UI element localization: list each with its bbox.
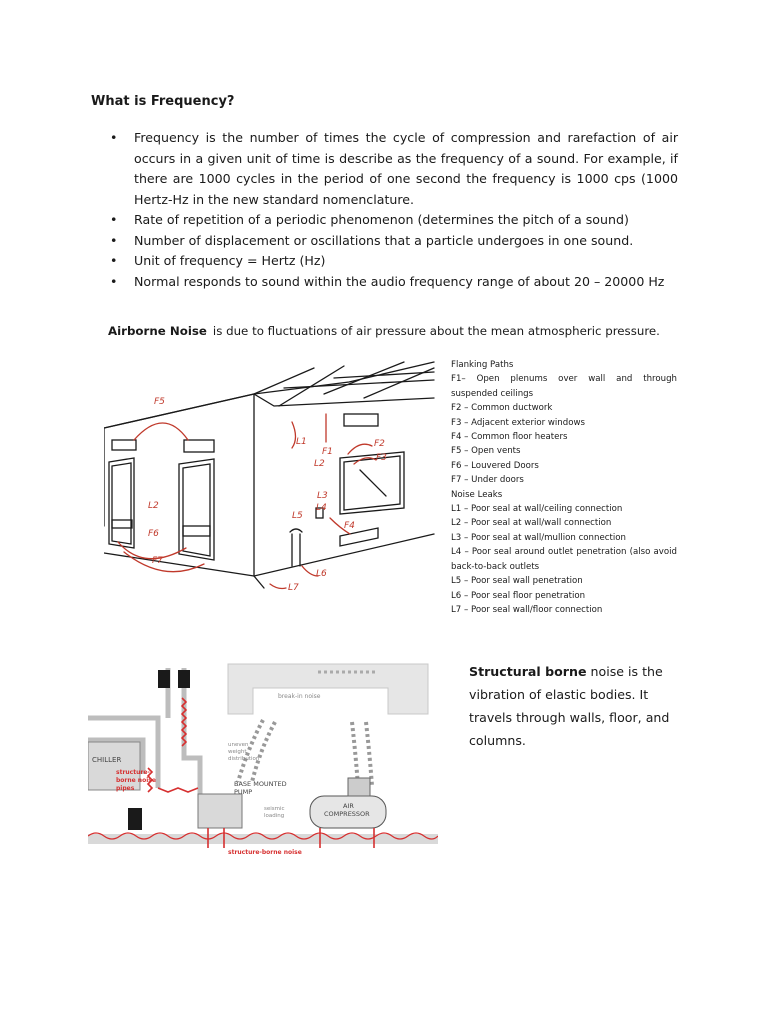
diagram-label-l1: L1 (296, 437, 307, 447)
bullet-item: • Unit of frequency = Hertz (Hz) (108, 251, 678, 272)
noise-leak-item: L4 – Poor seal around outlet penetration (also avoid back-to-back outlets (451, 547, 677, 572)
flanking-paths-diagram (104, 358, 444, 598)
diagram-label-l5: L5 (292, 511, 303, 521)
compressor-label: COMPRESSOR (324, 810, 370, 818)
flanking-item: F3 – Adjacent exterior windows (451, 417, 585, 428)
frequency-bullet-list (108, 128, 678, 292)
structure-borne-label-2: borne noise (116, 777, 156, 784)
diagram-label-l8: L2 (148, 501, 159, 511)
diagram-label-l7: L7 (288, 583, 299, 593)
structure-borne-label-1: structure- (116, 769, 150, 776)
diagram-label-l3: L3 (317, 491, 328, 501)
seismic-label: seismic (264, 806, 285, 812)
break-in-noise-label: break-in noise (278, 693, 321, 700)
page-heading: What is Frequency? (91, 94, 235, 109)
flanking-paths-title: Flanking Paths (451, 360, 514, 370)
flanking-item: F2 – Common ductwork (451, 403, 553, 414)
airborne-noise-text: is due to fluctuations of air pressure about the mean atmospheric pressure. (212, 324, 660, 338)
distribution-label: distribution (228, 756, 260, 762)
noise-leak-item: L3 – Poor seal at wall/mullion connection (451, 532, 626, 543)
base-mounted-label: BASE MOUNTED (234, 780, 287, 788)
diagram-label-f4: F4 (344, 521, 355, 531)
bullet-item: • Number of displacement or oscillations that a particle undergoes in one sound. (108, 231, 678, 252)
flanking-item: F5 – Open vents (451, 446, 521, 457)
structural-borne-term: Structural borne (469, 664, 587, 679)
structural-borne-paragraph (469, 660, 684, 752)
diagram-label-f5: F5 (154, 397, 165, 407)
flanking-item: F7 – Under doors (451, 475, 524, 486)
structure-borne-noise-diagram (88, 658, 438, 858)
noise-leak-item: L1 – Poor seal at wall/ceiling connection (451, 504, 623, 515)
noise-leak-item: L2 – Poor seal at wall/wall connection (451, 518, 612, 529)
noise-leaks-title: Noise Leaks (451, 489, 503, 500)
structural-borne-text: noise is the vibration of elastic bodies. It travels through walls, floor, and columns. (469, 664, 670, 748)
noise-leak-item: L5 – Poor seal wall penetration (451, 576, 583, 587)
bullet-item: • Frequency is the number of times the cycle of compression and rarefaction of air occurs in a given unit of time is describe as the frequency of a sound. For example, if there are 1000 cycles in the period of one second the frequency is 1000 cps (1000 Hertz-Hz in the new standard nomenclature. (108, 128, 678, 210)
airborne-noise-paragraph (108, 324, 660, 338)
pump-label: PUMP (234, 788, 253, 796)
noise-leak-item: L7 – Poor seal wall/floor connection (451, 604, 603, 615)
flanking-item: F6 – Louvered Doors (451, 460, 539, 471)
structure-borne-bottom-label: structure-borne noise (228, 849, 302, 856)
flanking-paths-legend (451, 358, 677, 617)
structure-borne-label-3: pipes (116, 785, 135, 792)
diagram-label-f7: F7 (152, 556, 163, 566)
uneven-label: uneven (228, 742, 249, 748)
diagram-label-l6: L6 (316, 569, 327, 579)
diagram-label-f2: F2 (374, 439, 385, 449)
airborne-noise-term: Airborne Noise (108, 324, 207, 338)
diagram-label-f6: F6 (148, 529, 159, 539)
chiller-label: CHILLER (92, 756, 122, 764)
loading-label: loading (264, 813, 285, 819)
diagram-label-l2: L2 (314, 459, 325, 469)
weight-label: weight (228, 749, 247, 755)
air-label: AIR (343, 802, 354, 810)
bullet-item: • Rate of repetition of a periodic phenomenon (determines the pitch of a sound) (108, 210, 678, 231)
noise-leak-item: L6 – Poor seal floor penetration (451, 590, 586, 601)
bullet-item: • Normal responds to sound within the audio frequency range of about 20 – 20000 Hz (108, 272, 678, 293)
flanking-item: F4 – Common floor heaters (451, 432, 568, 443)
diagram-label-f1: F1 (322, 447, 333, 457)
flanking-item: F1– Open plenums over wall and through suspended ceilings (451, 374, 677, 399)
diagram-label-l4: L4 (316, 503, 327, 513)
diagram-label-f3: F3 (376, 453, 387, 463)
